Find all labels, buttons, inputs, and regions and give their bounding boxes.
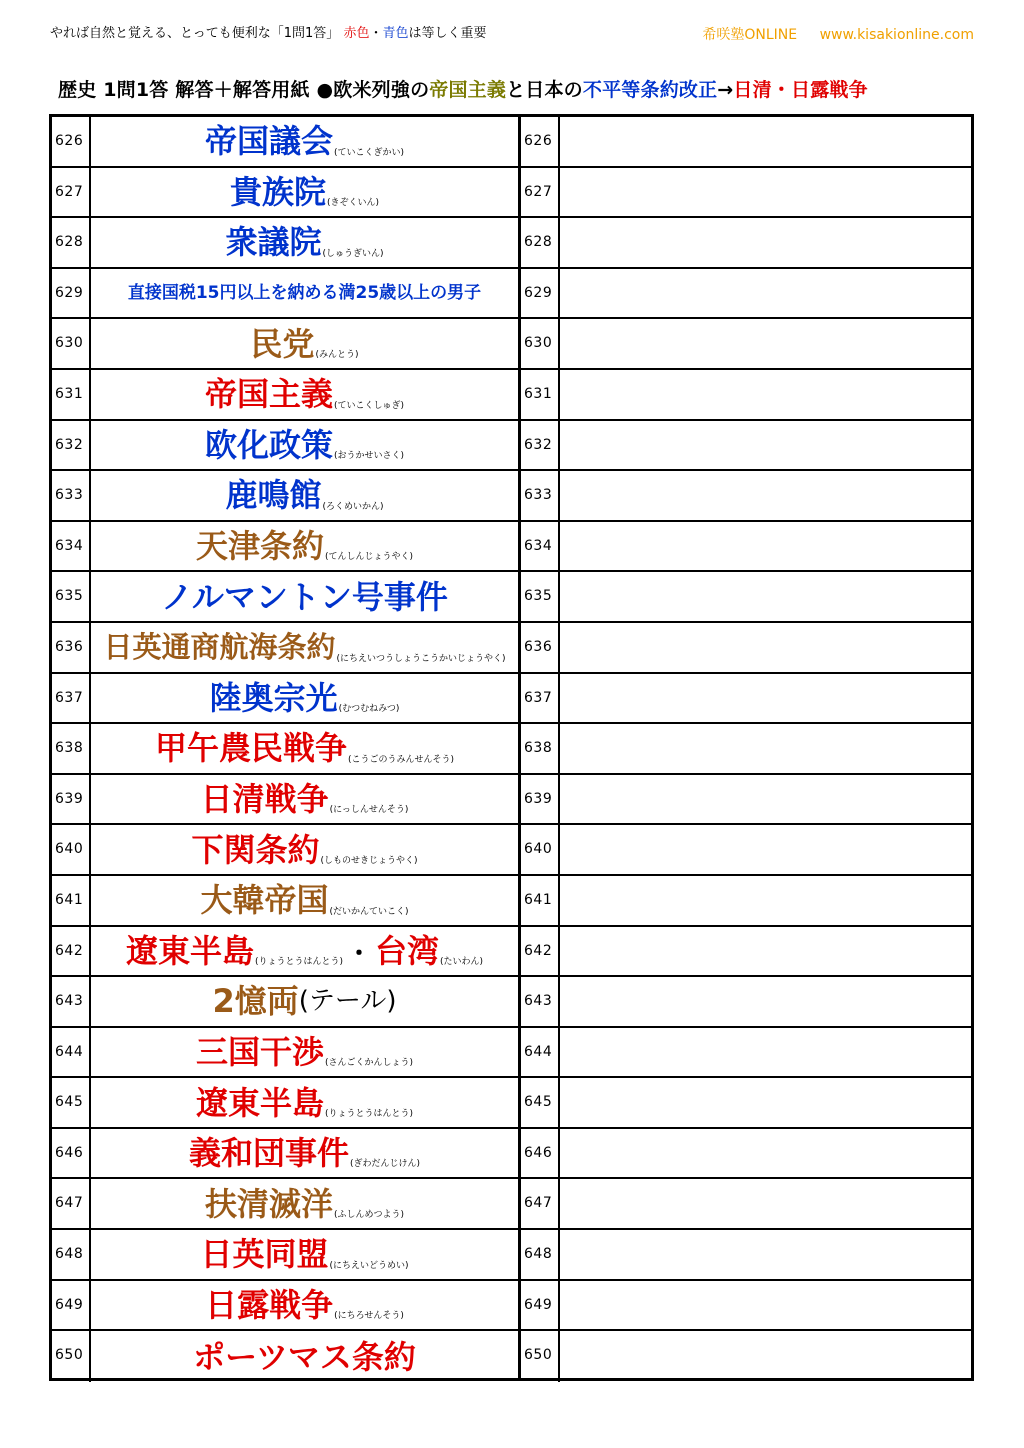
blank-row — [521, 572, 971, 623]
answer-row — [52, 623, 518, 674]
answer-reading: (りょうとうはんとう) — [324, 1108, 414, 1119]
answer-cell — [91, 421, 518, 470]
blank-answer-cell[interactable] — [560, 1281, 971, 1330]
answer-text: 三国干渉 — [195, 1032, 324, 1071]
blank-row — [521, 1028, 971, 1079]
answer-cell — [91, 117, 518, 166]
answer-row — [52, 1331, 518, 1382]
blank-row — [521, 977, 971, 1028]
tagline-red: 赤色 — [343, 26, 370, 41]
question-number: 637 — [521, 674, 560, 723]
title-arrow: → — [717, 79, 734, 101]
title-part1: 帝国主義 — [429, 79, 507, 101]
blank-row — [521, 674, 971, 725]
title-part2: 不平等条約改正 — [582, 79, 718, 101]
question-number: 646 — [52, 1129, 91, 1178]
site-name[interactable]: 希咲塾ONLINE — [702, 27, 798, 43]
question-number: 649 — [52, 1281, 91, 1330]
blank-row — [521, 1129, 971, 1180]
blank-answer-cell[interactable] — [560, 218, 971, 267]
answer-text: 貴族院 — [229, 172, 326, 211]
tagline-prefix: やれば自然と覚える、とっても便利な「1問1答」 — [50, 26, 340, 41]
blank-answer-cell[interactable] — [560, 724, 971, 773]
question-number: 630 — [52, 319, 91, 368]
blank-row — [521, 319, 971, 370]
blank-answer-cell[interactable] — [560, 674, 971, 723]
blank-row — [521, 1078, 971, 1129]
question-number: 628 — [52, 218, 91, 267]
answer-text: 民党 — [250, 324, 315, 363]
blank-answer-cell[interactable] — [560, 572, 971, 621]
answer-row — [52, 1078, 518, 1129]
answer-cell — [91, 1129, 518, 1178]
answer-text-2: 台湾 — [375, 931, 440, 970]
question-number: 646 — [521, 1129, 560, 1178]
answer-row — [52, 1028, 518, 1079]
question-number: 642 — [52, 927, 91, 976]
answer-reading: (ぎわだんじけん) — [349, 1159, 421, 1170]
answer-cell — [91, 471, 518, 520]
question-number: 634 — [52, 522, 91, 571]
site-url[interactable]: www.kisakionline.com — [819, 27, 974, 43]
answer-text: 天津条約 — [195, 527, 324, 566]
question-number: 639 — [521, 775, 560, 824]
answer-cell — [91, 623, 518, 672]
question-number: 629 — [521, 269, 560, 318]
answer-row — [52, 522, 518, 573]
answer-reading-2: (たいわん) — [440, 957, 484, 968]
blank-row — [521, 876, 971, 927]
blank-row — [521, 471, 971, 522]
page-title — [58, 75, 868, 102]
blank-row — [521, 1281, 971, 1332]
answer-cell — [91, 1179, 518, 1228]
answer-reading: (にっしんせんそう) — [329, 805, 409, 816]
blank-answer-cell[interactable] — [560, 421, 971, 470]
blank-row — [521, 1230, 971, 1281]
answer-text: 扶清滅洋 — [204, 1184, 333, 1223]
answer-text: 下関条約 — [191, 830, 320, 869]
question-number: 640 — [521, 825, 560, 874]
answer-row — [52, 471, 518, 522]
blank-answer-cell[interactable] — [560, 1129, 971, 1178]
answer-cell — [91, 977, 518, 1026]
answer-reading: (みんとう) — [315, 349, 359, 360]
answer-reading: (にちろせんそう) — [334, 1311, 404, 1322]
blank-answer-cell[interactable] — [560, 117, 971, 166]
blank-row — [521, 370, 971, 421]
answer-reading: (おうかせいさく) — [333, 451, 405, 462]
question-number: 648 — [52, 1230, 91, 1279]
answer-reading: (きぞくいん) — [326, 198, 380, 209]
answer-cell — [91, 825, 518, 874]
question-number: 638 — [52, 724, 91, 773]
answer-cell — [91, 572, 518, 621]
answer-row — [52, 977, 518, 1028]
question-number: 635 — [52, 572, 91, 621]
question-number: 636 — [52, 623, 91, 672]
answer-row — [52, 876, 518, 927]
answer-text: 衆議院 — [225, 223, 322, 262]
question-number: 643 — [52, 977, 91, 1026]
question-number: 640 — [52, 825, 91, 874]
question-number: 649 — [521, 1281, 560, 1330]
site-info — [702, 24, 974, 44]
question-number: 638 — [521, 724, 560, 773]
answer-reading: (りょうとうはんとう) — [254, 957, 343, 968]
blank-row — [521, 117, 971, 168]
title-mid1: と日本の — [506, 79, 583, 101]
answer-row — [52, 218, 518, 269]
question-number: 645 — [52, 1078, 91, 1127]
answer-reading: (にちえいどうめい) — [329, 1260, 409, 1271]
question-number: 633 — [52, 471, 91, 520]
answer-cell — [91, 1028, 518, 1077]
question-number: 629 — [52, 269, 91, 318]
question-number: 650 — [521, 1331, 560, 1382]
blank-answer-cell[interactable] — [560, 927, 971, 976]
answer-text: 遼東半島 — [125, 931, 254, 970]
blank-row — [521, 269, 971, 320]
answer-row — [52, 319, 518, 370]
answer-row — [52, 572, 518, 623]
question-number: 637 — [52, 674, 91, 723]
answer-cell — [91, 876, 518, 925]
question-number: 650 — [52, 1331, 91, 1382]
answer-reading: (てんしんじょうやく) — [324, 552, 414, 563]
question-number: 627 — [52, 168, 91, 217]
blank-row — [521, 623, 971, 674]
blank-row — [521, 775, 971, 826]
blank-answer-cell[interactable] — [560, 319, 971, 368]
question-number: 626 — [52, 117, 91, 166]
answer-text: 帝国主義 — [204, 375, 333, 414]
question-number: 635 — [521, 572, 560, 621]
question-number: 636 — [521, 623, 560, 672]
answer-reading: (ていこくぎかい) — [333, 147, 405, 158]
question-number: 647 — [521, 1179, 560, 1228]
answer-cell — [91, 522, 518, 571]
question-number: 643 — [521, 977, 560, 1026]
blank-answer-cell[interactable] — [560, 775, 971, 824]
question-number: 634 — [521, 522, 560, 571]
answer-text: 日露戦争 — [205, 1285, 334, 1324]
question-number: 628 — [521, 218, 560, 267]
answer-row — [52, 269, 518, 320]
question-number: 645 — [521, 1078, 560, 1127]
question-number: 627 — [521, 168, 560, 217]
answer-reading: (ろくめいかん) — [322, 501, 384, 512]
answer-reading: (さんごくかんしょう) — [324, 1058, 414, 1069]
answer-cell — [91, 269, 518, 318]
question-number: 631 — [521, 370, 560, 419]
answer-reading: (にちえいつうしょうこうかいじょうやく) — [336, 653, 506, 664]
answer-text: 鹿鳴館 — [225, 476, 322, 515]
blank-row — [521, 522, 971, 573]
answer-row — [52, 674, 518, 725]
question-number: 632 — [521, 421, 560, 470]
answer-cell — [91, 1230, 518, 1279]
answer-reading: (こうごのうみんせんそう) — [347, 754, 455, 765]
question-number: 631 — [52, 370, 91, 419]
answer-text: 日清戦争 — [200, 780, 329, 819]
top-bar — [50, 20, 974, 44]
answer-row — [52, 775, 518, 826]
blank-answer-cell[interactable] — [560, 269, 971, 318]
blank-answer-cell[interactable] — [560, 1331, 971, 1382]
answer-row — [52, 825, 518, 876]
question-number: 644 — [52, 1028, 91, 1077]
answer-row — [52, 117, 518, 168]
answer-row — [52, 1129, 518, 1180]
answer-text: 大韓帝国 — [200, 881, 329, 920]
answer-cell — [91, 927, 518, 976]
answer-cell — [91, 218, 518, 267]
blank-answer-cell[interactable] — [560, 876, 971, 925]
answer-text: 義和団事件 — [188, 1134, 349, 1173]
answer-cell — [91, 370, 518, 419]
tagline-dot: ・ — [369, 26, 383, 41]
answer-row — [52, 1230, 518, 1281]
answer-cell — [91, 674, 518, 723]
answer-cell — [91, 724, 518, 773]
tagline — [50, 22, 487, 41]
blank-row — [521, 1331, 971, 1382]
tagline-suffix: は等しく重要 — [408, 26, 487, 41]
blank-row — [521, 218, 971, 269]
blank-row — [521, 421, 971, 472]
blank-answer-cell[interactable] — [560, 1078, 971, 1127]
answer-text: ノルマントン号事件 — [161, 577, 448, 616]
answer-text: 日英同盟 — [200, 1235, 329, 1274]
question-number: 642 — [521, 927, 560, 976]
answer-reading: (しゅうぎいん) — [322, 248, 384, 259]
answer-suffix: (テール) — [298, 986, 397, 1017]
blank-answer-cell[interactable] — [560, 1230, 971, 1279]
blank-row — [521, 1179, 971, 1230]
question-number: 648 — [521, 1230, 560, 1279]
question-number: 641 — [52, 876, 91, 925]
answer-cell — [91, 319, 518, 368]
answer-text: 2憶両 — [212, 982, 299, 1021]
answer-separator: ・ — [347, 939, 371, 968]
answer-text: 遼東半島 — [195, 1083, 324, 1122]
answer-text: 帝国議会 — [204, 122, 333, 161]
blank-answer-column — [521, 117, 971, 1378]
answer-row — [52, 927, 518, 978]
question-number: 633 — [521, 471, 560, 520]
answer-cell — [91, 1078, 518, 1127]
answer-text: 陸奥宗光 — [209, 678, 338, 717]
blank-answer-cell[interactable] — [560, 522, 971, 571]
answer-cell — [91, 1331, 518, 1382]
title-prefix: 歴史 1問1答 解答＋解答用紙 ●欧米列強の — [58, 79, 430, 101]
blank-row — [521, 724, 971, 775]
answer-reading: (しものせきじょうやく) — [320, 855, 418, 866]
answer-text: 甲午農民戦争 — [154, 729, 347, 768]
blank-answer-cell[interactable] — [560, 471, 971, 520]
blank-answer-cell[interactable] — [560, 370, 971, 419]
question-number: 641 — [521, 876, 560, 925]
answer-cell — [91, 1281, 518, 1330]
answer-row — [52, 1281, 518, 1332]
answer-reading: (だいかんていこく) — [329, 906, 409, 917]
answer-row — [52, 421, 518, 472]
answer-text: 欧化政策 — [204, 425, 333, 464]
answer-reading: (ていこくしゅぎ) — [333, 400, 405, 411]
answer-row — [52, 168, 518, 219]
blank-answer-cell[interactable] — [560, 1028, 971, 1077]
question-number: 630 — [521, 319, 560, 368]
blank-row — [521, 168, 971, 219]
blank-answer-cell[interactable] — [560, 825, 971, 874]
question-number: 647 — [52, 1179, 91, 1228]
answer-row — [52, 724, 518, 775]
answer-column — [52, 117, 521, 1378]
answer-text: 直接国税15円以上を納める満25歳以上の男子 — [127, 282, 482, 303]
question-number: 639 — [52, 775, 91, 824]
blank-row — [521, 825, 971, 876]
title-part3: 日清・日露戦争 — [733, 79, 868, 101]
answer-text: ポーツマス条約 — [193, 1337, 416, 1376]
blank-answer-cell[interactable] — [560, 977, 971, 1026]
answer-cell — [91, 168, 518, 217]
blank-answer-cell[interactable] — [560, 623, 971, 672]
blank-row — [521, 927, 971, 978]
answer-text: 日英通商航海条約 — [103, 629, 336, 664]
question-number: 632 — [52, 421, 91, 470]
blank-answer-cell[interactable] — [560, 1179, 971, 1228]
answer-reading: (ふしんめつよう) — [333, 1210, 405, 1221]
answer-sheet — [49, 114, 974, 1381]
blank-answer-cell[interactable] — [560, 168, 971, 217]
answer-reading: (むつむねみつ) — [338, 704, 400, 715]
answer-row — [52, 370, 518, 421]
answer-row — [52, 1179, 518, 1230]
question-number: 626 — [521, 117, 560, 166]
answer-cell — [91, 775, 518, 824]
tagline-blue: 青色 — [382, 26, 409, 41]
question-number: 644 — [521, 1028, 560, 1077]
